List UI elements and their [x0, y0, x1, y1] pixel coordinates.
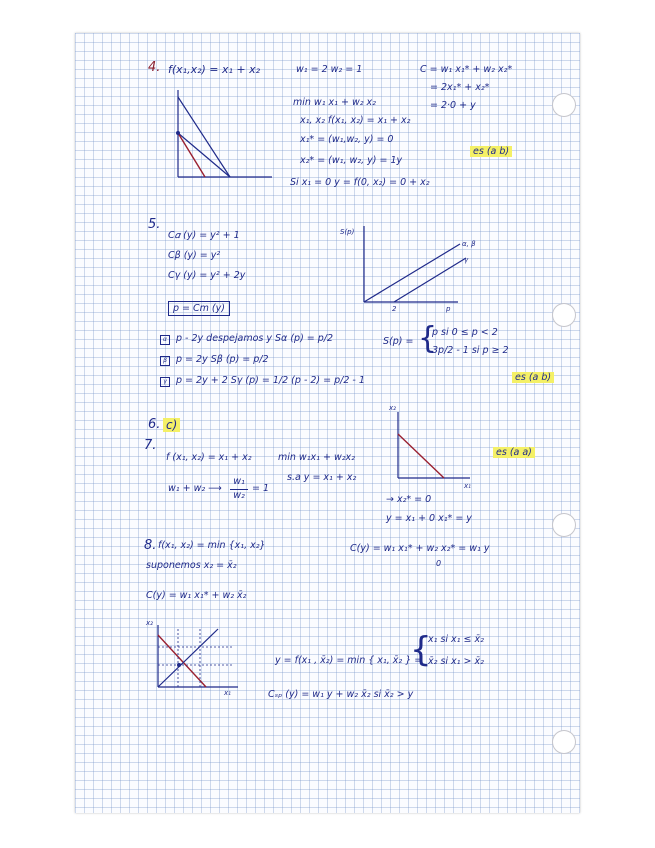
q8-case: x₁ si x₁ ≤ x̄₂: [428, 634, 484, 645]
q5-brace: {: [418, 321, 438, 356]
q8-number: 8.: [144, 538, 157, 553]
q5-tick-label: 2: [392, 305, 397, 313]
q7-ratio-num: w₁: [233, 476, 245, 487]
q5-supply-case: 3p/2 - 1 si p ≥ 2: [432, 345, 509, 356]
q4-problem-line: x₁, x₂ f(x₁, x₂) = x₁ + x₂: [300, 115, 411, 126]
q4-answer-text: es (a b): [470, 146, 512, 157]
q4-graph: [160, 85, 280, 185]
binder-hole: [552, 513, 576, 537]
q7-graph: [384, 400, 474, 490]
q5-supply-alpha-beta: [364, 244, 460, 302]
q5-cost: Cβ (y) = y²: [168, 250, 221, 261]
q5-deriv: [160, 354, 269, 366]
q8-graph-ylabel: x₂: [146, 619, 153, 627]
q8-graph: [142, 615, 242, 695]
binder-hole: [552, 730, 576, 754]
q5-graph-ylabel: S(p): [340, 228, 355, 236]
q8-isocost: [158, 635, 206, 687]
q5-deriv: [160, 333, 333, 345]
q8-case: x̄₂ si x₁ > x̄₂: [428, 656, 484, 667]
q4-optimum-point: [176, 131, 180, 135]
binder-hole: [552, 303, 576, 327]
q5-check-box: α: [160, 335, 170, 345]
q4-cost-line: = 2·0 + y: [430, 100, 476, 111]
q7-answer-text: es (a a): [493, 447, 535, 458]
q7-function: f (x₁, x₂) = x₁ + x₂: [166, 452, 252, 463]
q7-ratio-rhs: = 1: [252, 483, 270, 494]
q7-result: → x₂* = 0: [386, 494, 432, 505]
q4-function: f(x₁,x₂) = x₁ + x₂: [168, 63, 261, 76]
q5-answer-text: es (a b): [512, 372, 554, 383]
q7-graph-ylabel: x₂: [389, 404, 396, 412]
q8-cost-bar: C(y) = w₁ x₁* + w₂ x̄₂: [146, 590, 247, 601]
q8-ray: [158, 629, 218, 687]
q5-deriv: [160, 375, 365, 387]
q8-suppose: suponemos x₂ = x̄₂: [146, 560, 237, 571]
q8-graph-xlabel: x₁: [224, 689, 231, 697]
q5-supply-lhs: S(p) =: [383, 336, 414, 347]
q5-deriv-text: p = 2y Sβ (p) = p/2: [176, 354, 269, 365]
q5-boxed: [168, 303, 230, 315]
q5-cost: Cγ (y) = y² + 2y: [168, 270, 246, 281]
q7-number: 7.: [144, 438, 157, 453]
q5-number: 5.: [148, 217, 161, 232]
q7-constraint: s.a y = x₁ + x₂: [287, 472, 357, 483]
q7-min: min w₁x₁ + w₂x₂: [278, 452, 355, 463]
q5-graph-xlabel: p: [446, 305, 451, 313]
q8-brace: {: [410, 630, 432, 670]
q7-answer: [493, 447, 535, 459]
q5-answer: [512, 372, 554, 384]
q6-number: 6.: [148, 417, 161, 432]
q7-result: y = x₁ + 0 x₁* = y: [386, 513, 472, 524]
q5-boxed-text: p = Cm (y): [168, 301, 230, 316]
q5-supply-gamma: [394, 258, 466, 302]
q8-kink-point: [177, 663, 181, 667]
q8-cost-zero: 0: [436, 559, 442, 568]
q4-isoquant: [178, 97, 230, 177]
q7-isoquant: [398, 434, 444, 478]
q8-min-eq: y = f(x₁ , x̄₂) = min { x₁, x̄₂ } =: [275, 655, 423, 666]
q8-function: f(x₁, x₂) = min {x₁, x₂}: [158, 540, 266, 551]
q4-prices: w₁ = 2 w₂ = 1: [296, 64, 363, 75]
q4-isoquant: [178, 133, 230, 177]
q5-graph: [340, 222, 490, 312]
q4-isocost: [178, 133, 205, 177]
q5-check-box: β: [160, 356, 170, 366]
q4-problem-line: Si x₁ = 0 y = f(0, x₂) = 0 + x₂: [290, 177, 430, 188]
q5-curve-label: γ: [464, 256, 469, 264]
q4-problem-line: x₁* = (w₁,w₂, y) = 0: [300, 134, 394, 145]
q5-deriv-text: p - 2y despejamos y Sα (p) = p/2: [176, 333, 334, 344]
q4-cost-line: = 2x₁* + x₂*: [430, 82, 490, 93]
q8-cost: C(y) = w₁ x₁* + w₂ x₂* = w₁ y: [350, 543, 490, 554]
q5-curve-label: α, β: [462, 240, 476, 248]
q7-ratio-den: w₂: [233, 490, 245, 501]
q4-number: 4.: [148, 60, 161, 75]
q7-graph-xlabel: x₁: [464, 482, 471, 490]
q4-cost-line: C = w₁ x₁* + w₂ x₂*: [420, 64, 513, 75]
q4-answer: [470, 146, 512, 158]
q5-check-box: γ: [160, 377, 170, 387]
q6-answer: [163, 419, 180, 431]
binder-hole: [552, 93, 576, 117]
q5-supply-case: p si 0 ≤ p < 2: [432, 327, 498, 338]
q5-deriv-text: p = 2y + 2 Sγ (p) = 1/2 (p - 2) = p/2 - 1: [176, 375, 365, 386]
q4-problem-line: x₂* = (w₁, w₂, y) = 1y: [300, 155, 403, 166]
q4-problem-line: min w₁ x₁ + w₂ x₂: [293, 97, 376, 108]
q7-ratio-lhs: w₁ + w₂ ⟶: [168, 483, 222, 494]
q5-cost: C𝛼 (y) = y² + 1: [168, 230, 240, 241]
q8-cp: Cₛₚ (y) = w₁ y + w₂ x̄₂ si x̄₂ > y: [268, 689, 414, 700]
q6-answer-text: c): [163, 418, 180, 432]
